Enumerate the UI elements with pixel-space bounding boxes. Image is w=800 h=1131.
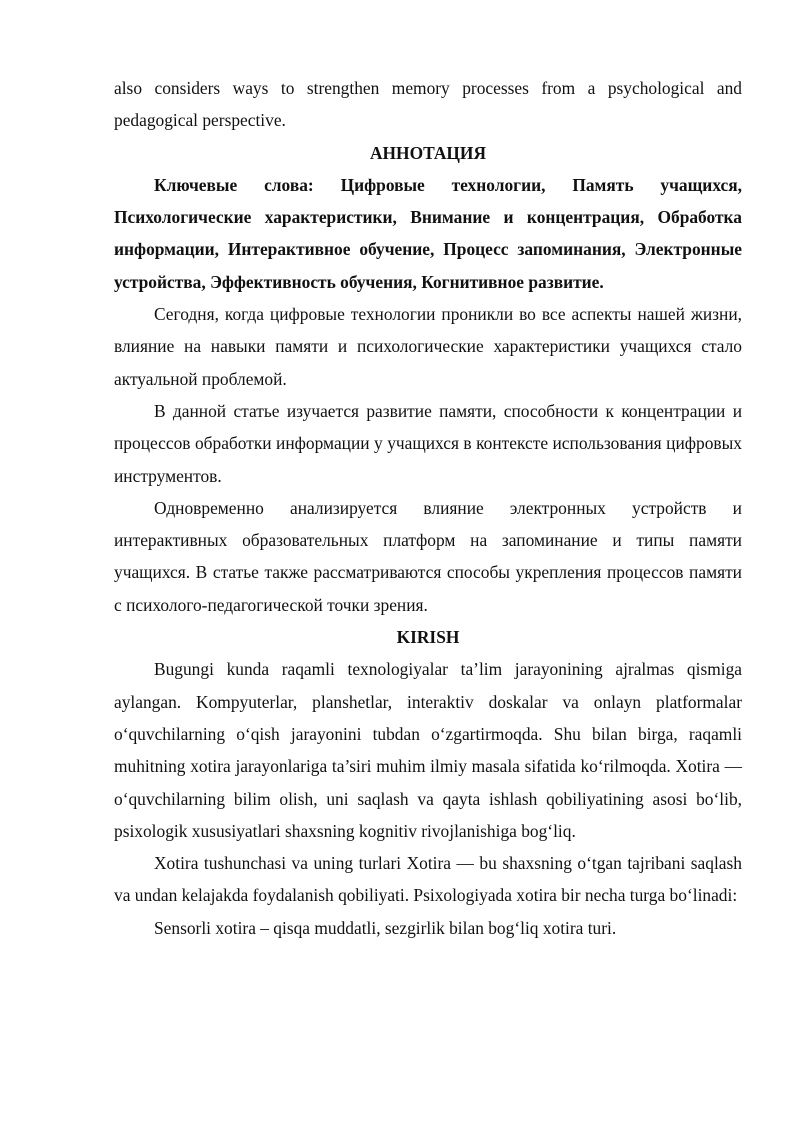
annotation-heading: АННОТАЦИЯ	[369, 142, 487, 163]
kirish-paragraph-2: Xotira tushunchasi va uning turlari Xotira — bu shaxsning o‘tgan tajribani saqlash va undan kelajakda foydalanish qobiliyati. Psixologiyada xotira bir necha turga bo‘linadi:	[114, 853, 742, 906]
intro-tail-paragraph: also considers ways to strengthen memory processes from a psychological and pedagogical perspective.	[114, 78, 742, 131]
kirish-paragraph-1: Bugungi kunda raqamli texnologiyalar ta’lim jarayonining ajralmas qismiga aylangan. Kompyuterlar, planshetlar, interaktiv doskalar va onlayn platformalar o‘quvchilarning o‘qish jarayonini tubdan o‘zgartirmoqda. Shu bilan birga, raqamli muhitning xotira jarayonlariga ta’siri muhim ilmiy masala sifatida ko‘rilmoqda. Xotira — o‘quvchilarning bilim olish, uni saqlash va qayta ishlash qobiliyatining asosi bo‘lib, psixologik xususiyatlari shaxsning kognitiv rivojlanishiga bog‘liq.	[114, 659, 742, 841]
kirish-paragraph-3: Sensorli xotira – qisqa muddatli, sezgirlik bilan bog‘liq xotira turi.	[154, 917, 617, 938]
keywords-paragraph: Ключевые слова: Цифровые технологии, Память учащихся, Психологические характеристики, Внимание и концентрация, Обработка информации, Интерактивное обучение, Процесс запоминания, Электронные устройства, Эффективность обучения, Когнитивное развитие.	[114, 174, 742, 292]
kirish-heading: KIRISH	[396, 627, 460, 648]
annotation-paragraph-2: В данной статье изучается развитие памяти, способности к концентрации и процессов обработки информации у учащихся в контексте использования цифровых инструментов.	[114, 400, 742, 486]
annotation-paragraph-3: Одновременно анализируется влияние электронных устройств и интерактивных образовательных платформ на запоминание и типы памяти учащихся. В статье также рассматриваются способы укрепления процессов памяти с психолого-педагогической точки зрения.	[114, 497, 742, 615]
document-page	[114, 72, 742, 944]
annotation-paragraph-1: Сегодня, когда цифровые технологии проникли во все аспекты нашей жизни, влияние на навыки памяти и психологические характеристики учащихся стало актуальной проблемой.	[114, 304, 742, 389]
